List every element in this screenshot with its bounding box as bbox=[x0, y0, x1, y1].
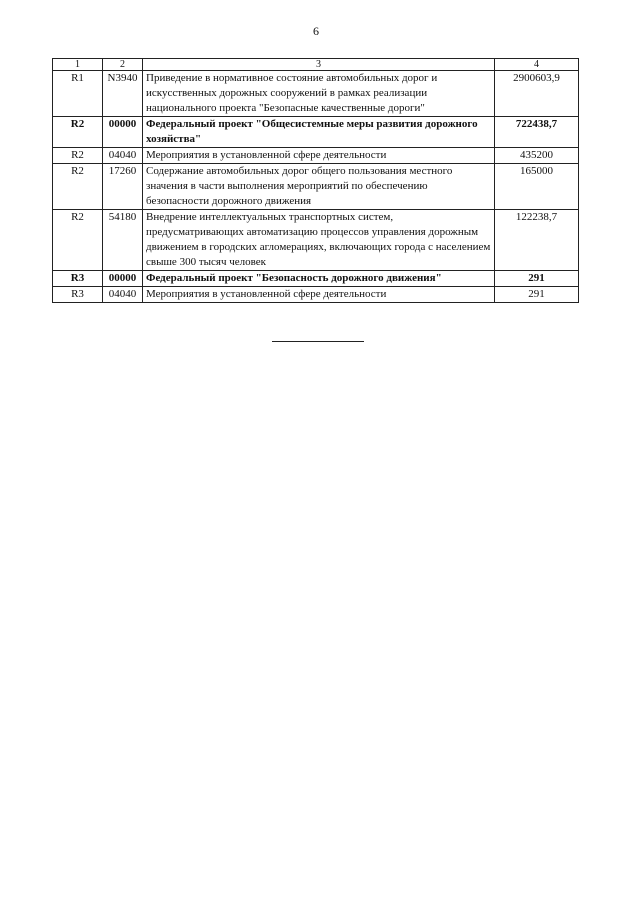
cell-description: Мероприятия в установленной сфере деятельности bbox=[143, 148, 495, 164]
table-row bbox=[53, 210, 579, 271]
cell-amount: 2900603,9 bbox=[495, 71, 579, 117]
table-row bbox=[53, 117, 579, 148]
cell-amount: 122238,7 bbox=[495, 210, 579, 271]
cell-target-code: R2 bbox=[53, 210, 103, 271]
cell-expense-code: 17260 bbox=[103, 164, 143, 210]
cell-target-code: R2 bbox=[53, 117, 103, 148]
cell-description: Внедрение интеллектуальных транспортных систем, предусматривающих автоматизацию процессов управления дорожным движением в городских агломерациях, включающих города с населением свыше 300 тысяч человек bbox=[143, 210, 495, 271]
cell-description: Федеральный проект "Безопасность дорожного движения" bbox=[143, 271, 495, 287]
cell-description: Федеральный проект "Общесистемные меры развития дорожного хозяйства" bbox=[143, 117, 495, 148]
cell-expense-code: 00000 bbox=[103, 117, 143, 148]
cell-expense-code: 04040 bbox=[103, 148, 143, 164]
cell-amount: 291 bbox=[495, 271, 579, 287]
cell-amount: 435200 bbox=[495, 148, 579, 164]
table-row bbox=[53, 148, 579, 164]
cell-description: Мероприятия в установленной сфере деятельности bbox=[143, 287, 495, 303]
cell-description: Содержание автомобильных дорог общего пользования местного значения в части выполнения мероприятий по обеспечению безопасности дорожного движения bbox=[143, 164, 495, 210]
cell-expense-code: 04040 bbox=[103, 287, 143, 303]
cell-target-code: R3 bbox=[53, 287, 103, 303]
table-row bbox=[53, 287, 579, 303]
cell-expense-code: N3940 bbox=[103, 71, 143, 117]
cell-amount: 291 bbox=[495, 287, 579, 303]
cell-target-code: R3 bbox=[53, 271, 103, 287]
cell-target-code: R2 bbox=[53, 164, 103, 210]
table-header-row bbox=[53, 59, 579, 71]
cell-description: Приведение в нормативное состояние автомобильных дорог и искусственных дорожных сооружений в рамках реализации национального проекта "Безопасные качественные дороги" bbox=[143, 71, 495, 117]
header-col-4: 4 bbox=[495, 59, 579, 71]
table-row bbox=[53, 271, 579, 287]
cell-target-code: R1 bbox=[53, 71, 103, 117]
cell-expense-code: 54180 bbox=[103, 210, 143, 271]
table-row bbox=[53, 164, 579, 210]
page-number: 6 bbox=[313, 24, 319, 38]
cell-amount: 165000 bbox=[495, 164, 579, 210]
header-col-1: 1 bbox=[53, 59, 103, 71]
end-divider bbox=[272, 341, 364, 342]
budget-table bbox=[52, 58, 579, 303]
cell-expense-code: 00000 bbox=[103, 271, 143, 287]
header-col-3: 3 bbox=[143, 59, 495, 71]
header-col-2: 2 bbox=[103, 59, 143, 71]
cell-target-code: R2 bbox=[53, 148, 103, 164]
cell-amount: 722438,7 bbox=[495, 117, 579, 148]
table-row bbox=[53, 71, 579, 117]
